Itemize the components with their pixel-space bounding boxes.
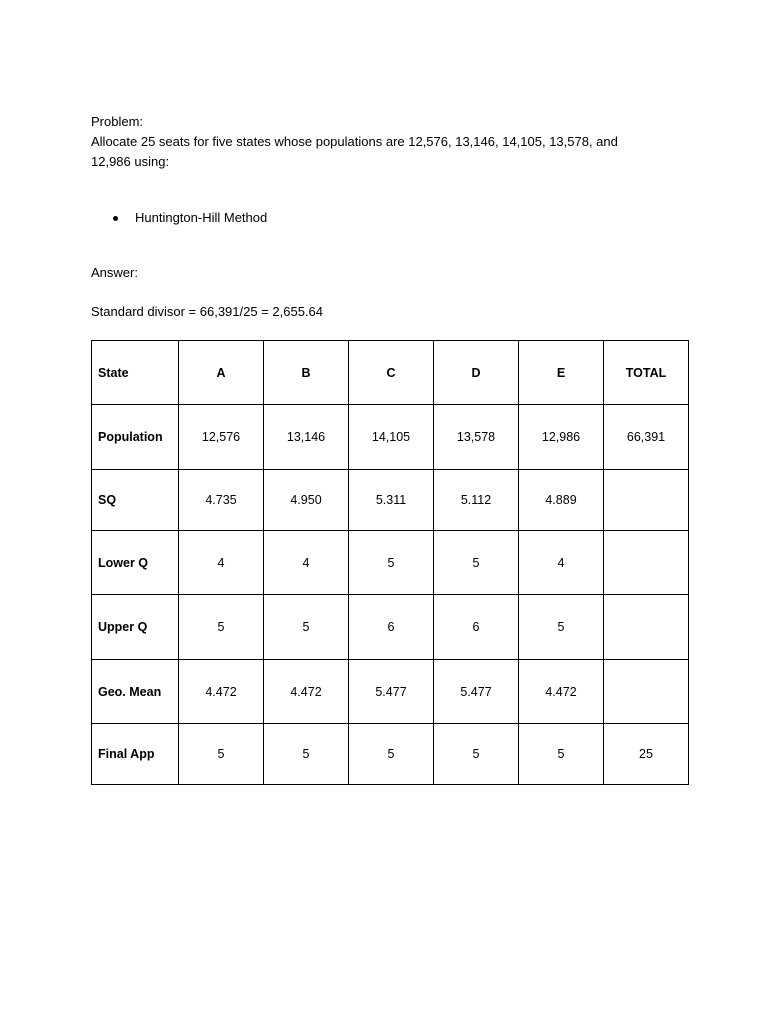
table-header-row bbox=[92, 341, 689, 405]
row-label-cell: Final App bbox=[92, 724, 179, 785]
table-cell: 14,105 bbox=[349, 405, 434, 470]
row-label-cell: Lower Q bbox=[92, 531, 179, 595]
table-header-cell: C bbox=[349, 341, 434, 405]
table-cell: 13,578 bbox=[434, 405, 519, 470]
table-row bbox=[92, 405, 689, 470]
table-cell: 4 bbox=[264, 531, 349, 595]
method-list bbox=[91, 208, 267, 228]
method-item bbox=[91, 208, 267, 228]
method-label: Huntington-Hill Method bbox=[135, 210, 268, 225]
table-cell: 25 bbox=[604, 724, 689, 785]
table-cell bbox=[604, 531, 689, 595]
table-cell: 6 bbox=[349, 595, 434, 660]
table-cell: 5.311 bbox=[349, 470, 434, 531]
table-header-cell: TOTAL bbox=[604, 341, 689, 405]
problem-text-line-2: 12,986 using: bbox=[91, 154, 170, 169]
table-cell: 5 bbox=[179, 595, 264, 660]
document-page bbox=[91, 112, 691, 761]
table-cell: 5 bbox=[434, 724, 519, 785]
table-cell: 4 bbox=[179, 531, 264, 595]
table-cell: 4.735 bbox=[179, 470, 264, 531]
table-cell: 5 bbox=[264, 595, 349, 660]
table-cell: 5.477 bbox=[434, 660, 519, 724]
table-cell: 12,986 bbox=[519, 405, 604, 470]
table-header-cell: E bbox=[519, 341, 604, 405]
table-cell: 5 bbox=[349, 724, 434, 785]
table-cell: 5 bbox=[519, 595, 604, 660]
row-label-cell: Upper Q bbox=[92, 595, 179, 660]
standard-divisor-text: Standard divisor = 66,391/25 = 2,655.64 bbox=[91, 304, 324, 319]
problem-block bbox=[91, 112, 691, 172]
table-cell: 5.112 bbox=[434, 470, 519, 531]
table-cell: 4.472 bbox=[264, 660, 349, 724]
answer-label: Answer: bbox=[91, 265, 138, 280]
table-cell: 6 bbox=[434, 595, 519, 660]
table-cell bbox=[604, 660, 689, 724]
table-row bbox=[92, 595, 689, 660]
table-cell: 66,391 bbox=[604, 405, 689, 470]
table-row bbox=[92, 660, 689, 724]
table-row bbox=[92, 531, 689, 595]
table-cell: 4.472 bbox=[519, 660, 604, 724]
table-cell: 5.477 bbox=[349, 660, 434, 724]
table-row bbox=[92, 724, 689, 785]
table-header-cell: D bbox=[434, 341, 519, 405]
bullet-icon bbox=[113, 216, 118, 221]
row-label-cell: SQ bbox=[92, 470, 179, 531]
table-cell: 4 bbox=[519, 531, 604, 595]
table-cell: 5 bbox=[519, 724, 604, 785]
table-cell: 5 bbox=[349, 531, 434, 595]
problem-label: Problem: bbox=[91, 114, 144, 129]
row-label-cell: Geo. Mean bbox=[92, 660, 179, 724]
table-cell bbox=[604, 470, 689, 531]
table-header-cell: A bbox=[179, 341, 264, 405]
table-cell: 4.889 bbox=[519, 470, 604, 531]
table-cell: 5 bbox=[179, 724, 264, 785]
table-cell: 5 bbox=[264, 724, 349, 785]
table-header-cell: B bbox=[264, 341, 349, 405]
table-cell: 4.950 bbox=[264, 470, 349, 531]
table-cell: 13,146 bbox=[264, 405, 349, 470]
table-cell: 5 bbox=[434, 531, 519, 595]
table-row bbox=[92, 470, 689, 531]
table-header-cell: State bbox=[92, 341, 179, 405]
table-cell: 12,576 bbox=[179, 405, 264, 470]
problem-text-line-1: Allocate 25 seats for five states whose populations are 12,576, 13,146, 14,105, 13,578, and bbox=[91, 134, 618, 149]
apportionment-table bbox=[91, 340, 689, 785]
table-cell: 4.472 bbox=[179, 660, 264, 724]
row-label-cell: Population bbox=[92, 405, 179, 470]
table-cell bbox=[604, 595, 689, 660]
